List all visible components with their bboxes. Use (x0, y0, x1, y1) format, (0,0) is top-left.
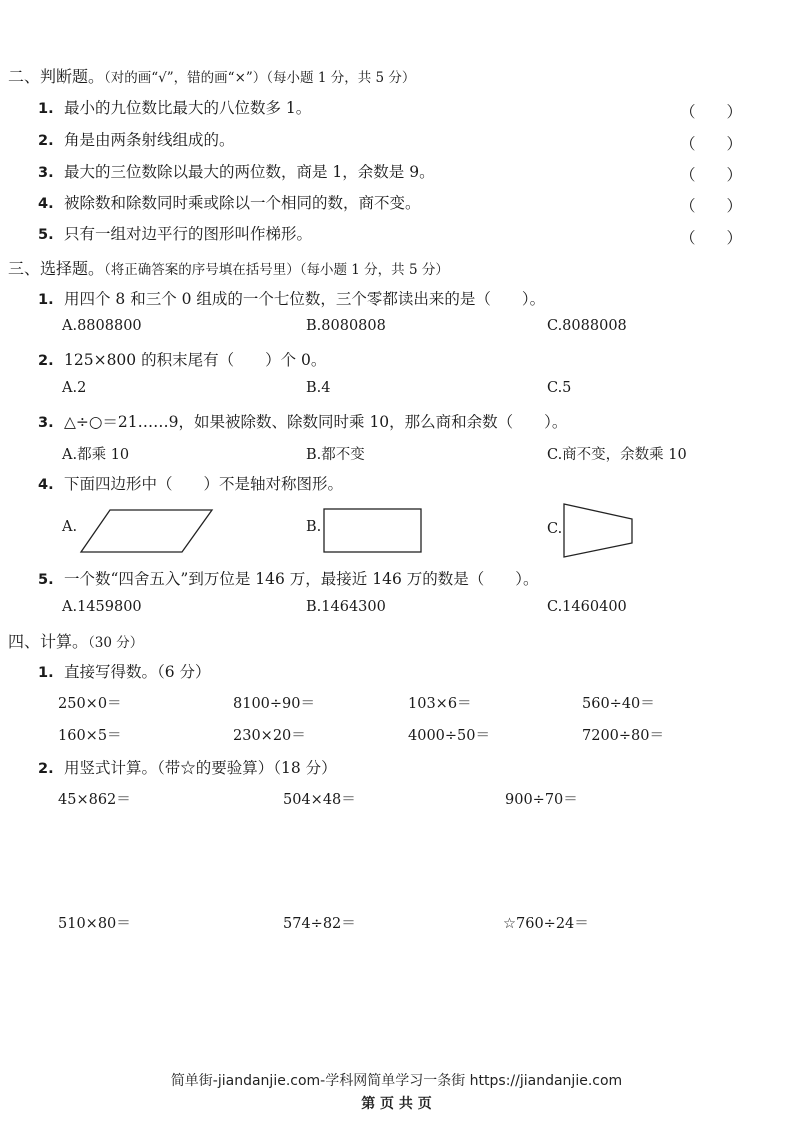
judge-item-1 (38, 96, 311, 118)
option-a[interactable]: A. (62, 519, 78, 535)
calc-expression: ☆760÷24＝ (503, 916, 589, 932)
section-4-title: 四、计算。 (8, 632, 89, 651)
section-2-note: （对的画“√”，错的画“×”）（每小题 1 分，共 5 分） (104, 70, 416, 86)
rectangle-shape (323, 508, 423, 554)
item-number: 5. (38, 572, 54, 588)
calc-expression: 45×862＝ (58, 792, 131, 808)
calc-expression: 4000÷50＝ (408, 728, 491, 744)
option-b[interactable]: B.都不变 (306, 447, 365, 463)
footer-page: 第 页 共 页 (361, 1096, 432, 1112)
parallelogram-shape (80, 509, 215, 554)
item-text: 一个数“四舍五入”到万位是 146 万，最接近 146 万的数是（ ）。 (64, 570, 539, 588)
option-c[interactable]: C.商不变，余数乘 10 (547, 447, 687, 463)
item-text: 只有一组对边平行的图形叫作梯形。 (64, 225, 313, 243)
calc-expression: 103×6＝ (408, 696, 472, 712)
item-number: 3. (38, 165, 54, 181)
choice-item-5 (38, 567, 538, 589)
item-text: 最小的九位数比最大的八位数多 1。 (64, 99, 312, 117)
choice-item-3 (38, 410, 567, 432)
calc-expression: 8100÷90＝ (233, 696, 316, 712)
item-number: 2. (38, 133, 54, 149)
item-number: 3. (38, 415, 54, 431)
item-text: 角是由两条射线组成的。 (64, 131, 235, 149)
option-b[interactable]: B.8080808 (306, 318, 386, 334)
item-text: 用四个 8 和三个 0 组成的一个七位数，三个零都读出来的是（ ）。 (64, 290, 546, 308)
item-number: 5. (38, 227, 54, 243)
option-c[interactable]: C. (547, 521, 563, 537)
calc-part-2 (38, 756, 337, 778)
item-number: 1. (38, 665, 54, 681)
section-3-title: 三、选择题。 (8, 259, 105, 278)
footer-source: 简单街-jiandanjie.com-学科网简单学习一条街 https://jiandanjie.com (170, 1073, 623, 1089)
calc-expression: 230×20＝ (233, 728, 306, 744)
option-b[interactable]: B. (306, 519, 322, 535)
answer-blank[interactable]: （ ） (680, 197, 743, 215)
section-2-header (8, 64, 415, 87)
section-3-note: （将正确答案的序号填在括号里）（每小题 1 分，共 5 分） (104, 262, 449, 278)
item-text: 最大的三位数除以最大的两位数，商是 1，余数是 9。 (64, 163, 435, 181)
calc-expression: 160×5＝ (58, 728, 122, 744)
item-text: 直接写得数。（6 分） (64, 663, 211, 681)
answer-blank[interactable]: （ ） (680, 229, 743, 247)
calc-expression: 900÷70＝ (505, 792, 578, 808)
item-number: 4. (38, 196, 54, 212)
answer-blank[interactable]: （ ） (680, 135, 743, 153)
calc-expression: 7200÷80＝ (582, 728, 665, 744)
option-a[interactable]: A.1459800 (62, 599, 142, 615)
option-a[interactable]: A.都乘 10 (62, 447, 130, 463)
item-number: 4. (38, 477, 54, 493)
judge-item-3 (38, 160, 435, 182)
calc-expression: 504×48＝ (283, 792, 356, 808)
item-number: 2. (38, 761, 54, 777)
option-b[interactable]: B.4 (306, 380, 331, 396)
judge-item-4 (38, 191, 421, 213)
option-a[interactable]: A.2 (62, 380, 87, 396)
item-text: 被除数和除数同时乘或除以一个相同的数，商不变。 (64, 194, 421, 212)
judge-item-5 (38, 222, 312, 244)
calc-expression: 510×80＝ (58, 916, 131, 932)
calc-expression: 250×0＝ (58, 696, 122, 712)
choice-item-1 (38, 287, 545, 309)
item-text: △÷○＝21……9，如果被除数、除数同时乘 10，那么商和余数（ ）。 (64, 413, 568, 431)
option-b[interactable]: B.1464300 (306, 599, 386, 615)
item-number: 2. (38, 353, 54, 369)
item-text: 用竖式计算。（带☆的要验算）（18 分） (64, 759, 337, 777)
trapezoid-shape (563, 503, 635, 559)
answer-blank[interactable]: （ ） (680, 166, 743, 184)
choice-item-2 (38, 348, 326, 370)
choice-item-4 (38, 472, 343, 494)
option-c[interactable]: C.8088008 (547, 318, 627, 334)
option-a[interactable]: A.8808800 (62, 318, 142, 334)
section-3-header (8, 256, 449, 279)
calc-part-1 (38, 660, 211, 682)
judge-item-2 (38, 128, 235, 150)
calc-expression: 560÷40＝ (582, 696, 655, 712)
section-4-note: （30 分） (88, 635, 144, 651)
item-text: 125×800 的积末尾有（ ）个 0。 (64, 351, 327, 369)
item-text: 下面四边形中（ ）不是轴对称图形。 (64, 475, 344, 493)
item-number: 1. (38, 292, 54, 308)
option-c[interactable]: C.5 (547, 380, 572, 396)
answer-blank[interactable]: （ ） (680, 103, 743, 121)
section-2-title: 二、判断题。 (8, 67, 105, 86)
calc-expression: 574÷82＝ (283, 916, 356, 932)
section-4-header (8, 629, 143, 652)
option-c[interactable]: C.1460400 (547, 599, 627, 615)
item-number: 1. (38, 101, 54, 117)
